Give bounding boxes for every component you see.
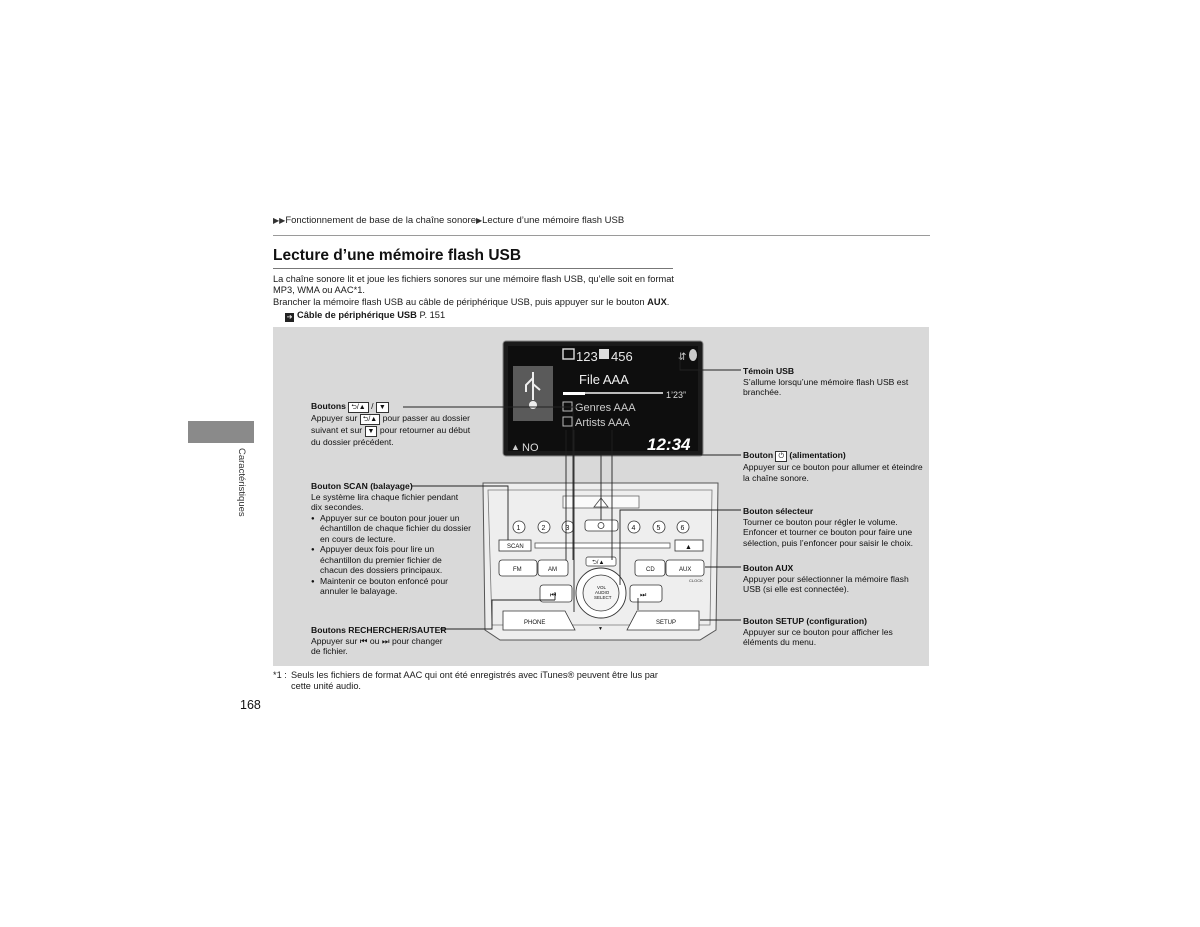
callout-setup-text: Appuyer sur ce bouton pour afficher les éléments du menu.	[743, 626, 893, 647]
breadcrumb-page: Lecture d’une mémoire flash USB	[482, 215, 625, 226]
folder-down-icon: ▼	[376, 402, 389, 413]
page-number: 168	[240, 698, 261, 712]
setup-label: SETUP	[656, 620, 677, 626]
progress-fill	[563, 392, 585, 395]
screen-elapsed-time: 1’23”	[666, 390, 687, 400]
list-item: ● Appuyer deux fois pour lire un échantillon du premier fichier de chacun des dossiers principaux.	[320, 544, 471, 576]
skip-back-icon: ⏮	[359, 635, 368, 646]
knob-label-vol: VOL	[597, 585, 607, 590]
callout-power-title-suffix: (alimentation)	[789, 450, 846, 460]
preset-1[interactable]: 1	[516, 525, 521, 532]
power-icon: ⏻	[775, 451, 787, 462]
cd-slot	[535, 543, 670, 548]
callout-scan-text: Le système lira chaque fichier pendant dix secondes.	[311, 491, 459, 512]
xref-label[interactable]: Câble de périphérique USB	[297, 310, 417, 320]
preset-5[interactable]: 5	[656, 525, 661, 532]
breadcrumb-section[interactable]: Fonctionnement de base de la chaîne sonore	[285, 215, 476, 226]
preset-6[interactable]: 6	[680, 525, 685, 532]
power-button[interactable]	[585, 520, 618, 531]
callout-usb-indicator	[743, 366, 923, 398]
list-item: ● Appuyer sur ce bouton pour jouer un échantillon de chaque fichier du dossier en cours de lecture.	[320, 513, 471, 545]
callout-scan	[311, 481, 471, 597]
intro-p2-bold: AUX	[647, 296, 667, 307]
screen-clock: 12:34	[647, 435, 691, 454]
callout-usb-title: Témoin USB	[743, 366, 795, 376]
callout-folder-title: Boutons	[311, 401, 346, 411]
callout-power-title: Bouton	[743, 450, 774, 460]
folder-down-icon: ▼	[365, 426, 378, 437]
screen-artist: Artists AAA	[575, 417, 631, 429]
eject-icon: ▲	[685, 544, 692, 551]
callout-seek-text-2: pour changer de fichier.	[311, 635, 443, 656]
callout-folder-text-2: pour passer au dossier suivant et sur	[311, 413, 471, 435]
fm-label: FM	[513, 567, 522, 573]
knob-label-audio: AUDIO	[595, 590, 610, 595]
callout-folder-text-1: Appuyer sur	[311, 413, 358, 423]
callout-scan-list	[311, 513, 471, 597]
xref-page[interactable]: P. 151	[419, 310, 446, 320]
intro-paragraph-1: La chaîne sonore lit et joue les fichiers sonores sur une mémoire flash USB, qu’elle soit en format MP3, WMA ou AAC*1.	[273, 274, 675, 296]
callout-folder-buttons	[311, 401, 476, 448]
skip-forward-icon: ⏭	[640, 592, 647, 599]
back-folder-label: ⮌/▲	[592, 560, 605, 566]
clock-label: CLOCK	[689, 578, 703, 583]
screen-file-name: File AAA	[579, 372, 629, 387]
footnote-line-2: cette unité audio.	[291, 681, 361, 692]
audio-unit-faceplate	[483, 483, 718, 640]
screen-folder-number: 123	[576, 349, 598, 364]
skip-forward-icon: ⏭	[381, 635, 390, 646]
callout-folder-text-3: pour retourner au début du dossier précédent.	[311, 425, 471, 447]
callout-power	[743, 450, 923, 483]
screen-genre: Genres AAA	[575, 402, 636, 414]
footnote-mark: *1 :	[273, 670, 287, 680]
track-icon	[599, 349, 609, 359]
navigation-arrow-icon: ▲	[511, 442, 520, 452]
section-tab-label: Caractéristiques	[236, 448, 247, 517]
callout-selector	[743, 506, 923, 548]
callout-scan-title: Bouton SCAN (balayage)	[311, 481, 413, 491]
bluetooth-icon	[689, 349, 697, 361]
intro-p2-text: Brancher la mémoire flash USB au câble de périphérique USB, puis appuyer sur le bouton	[273, 296, 648, 307]
folder-up-icon: ⮌/▲	[348, 402, 368, 413]
callout-seek-text-1: Appuyer sur	[311, 635, 358, 646]
callout-aux-text: Appuyer pour sélectionner la mémoire flash USB (si elle est connectée).	[743, 573, 909, 594]
callout-seek	[311, 625, 451, 657]
preset-3[interactable]: 3	[565, 525, 570, 532]
reference-arrow-icon: ➔	[286, 314, 293, 321]
page-title: Lecture d’une mémoire flash USB	[273, 247, 522, 264]
callout-folder-slash: /	[371, 401, 374, 411]
callout-power-text: Appuyer sur ce bouton pour allumer et éteindre la chaîne sonore.	[743, 462, 923, 483]
scan-label: SCAN	[507, 544, 524, 550]
aux-label: AUX	[679, 567, 692, 573]
screen-track-number: 456	[611, 349, 633, 364]
audio-display	[503, 341, 703, 456]
callout-selector-title: Bouton sélecteur	[743, 506, 814, 516]
phone-label: PHONE	[524, 620, 546, 626]
callout-seek-or: ou	[369, 635, 380, 646]
breadcrumb-arrow-icon: ▶▶	[273, 216, 286, 225]
breadcrumb-arrow-icon: ▶	[475, 216, 483, 225]
folder-up-icon: ⮌/▲	[360, 414, 380, 425]
footnote-line-1: Seuls les fichiers de format AAC qui ont été enregistrés avec iTunes® peuvent être lus par	[291, 670, 658, 680]
callout-aux-title: Bouton AUX	[743, 563, 794, 573]
down-arrow-icon: ▼	[598, 626, 603, 632]
callout-setup-title: Bouton SETUP (configuration)	[743, 616, 867, 626]
preset-4[interactable]: 4	[631, 525, 636, 532]
callout-setup	[743, 616, 923, 648]
intro-p2-suffix: .	[666, 296, 670, 307]
cd-label: CD	[646, 567, 655, 573]
preset-2[interactable]: 2	[541, 525, 546, 532]
callout-selector-text: Tourner ce bouton pour régler le volume. Enfoncer et tourner ce bouton pour faire une sélection, puis l’enfoncer pour saisir le choix.	[743, 516, 914, 548]
callout-seek-title: Boutons RECHERCHER/SAUTER	[311, 625, 447, 635]
footnote	[273, 670, 693, 693]
screen-nav-status: NO	[522, 442, 539, 454]
knob-label-select: SELECT	[594, 595, 612, 600]
usb-indicator-icon: ⇵	[678, 352, 687, 363]
am-label: AM	[548, 567, 557, 573]
callout-aux	[743, 563, 923, 595]
skip-back-icon: ⏮	[550, 592, 557, 599]
list-item: ● Maintenir ce bouton enfoncé pour annuler le balayage.	[320, 576, 471, 597]
callout-usb-text: S’allume lorsqu’une mémoire flash USB est branchée.	[743, 376, 909, 397]
